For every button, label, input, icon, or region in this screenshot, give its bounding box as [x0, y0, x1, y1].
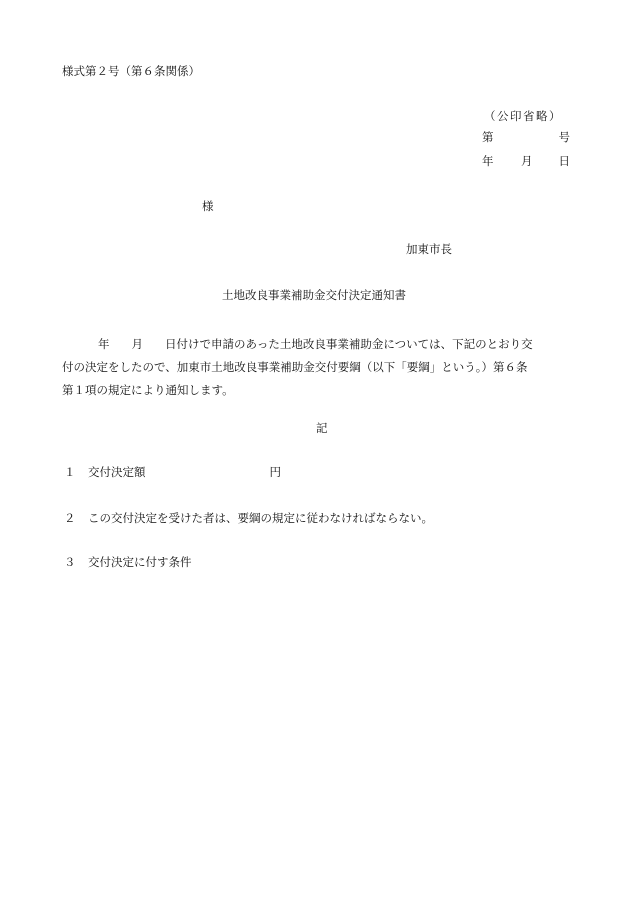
body-line-1-text: 日付けで申請のあった土地改良事業補助金については、下記のとおり交	[165, 337, 533, 351]
list-item	[64, 513, 433, 525]
document-title: 土地改良事業補助金交付決定通知書	[222, 288, 406, 302]
recipient-honorific: 様	[202, 199, 214, 213]
body-month: 月	[131, 337, 143, 351]
list-item	[64, 467, 281, 479]
issue-date-line	[482, 156, 570, 170]
document-number-line	[482, 132, 570, 146]
item-text: 交付決定額	[88, 465, 146, 479]
issue-date-day: 日	[558, 154, 570, 168]
body-year: 年	[98, 337, 110, 351]
issue-date-month: 月	[521, 154, 533, 168]
body-line-3: 第１項の規定により通知します。	[62, 383, 234, 397]
seal-omitted-note: （公印省略）	[484, 109, 562, 123]
body-line-1	[62, 333, 580, 356]
issue-date-year: 年	[482, 154, 494, 168]
document-number-prefix: 第	[482, 130, 494, 144]
notification-body	[62, 333, 580, 402]
item-number: ２	[64, 511, 76, 525]
document-number-suffix: 号	[558, 130, 570, 144]
ki-heading: 記	[316, 421, 328, 435]
form-label: 様式第２号（第６条関係）	[62, 64, 200, 78]
list-item	[64, 557, 192, 569]
sender-name: 加東市長	[406, 242, 452, 256]
item-text: この交付決定を受けた者は、要綱の規定に従わなければならない。	[88, 511, 433, 525]
item-text: 交付決定に付す条件	[88, 555, 192, 569]
body-line-2: 付の決定をしたので、加東市土地改良事業補助金交付要綱（以下「要綱」という。）第６条	[62, 360, 528, 374]
amount-unit: 円	[269, 465, 281, 479]
item-number: ３	[64, 555, 76, 569]
item-number: １	[64, 465, 76, 479]
